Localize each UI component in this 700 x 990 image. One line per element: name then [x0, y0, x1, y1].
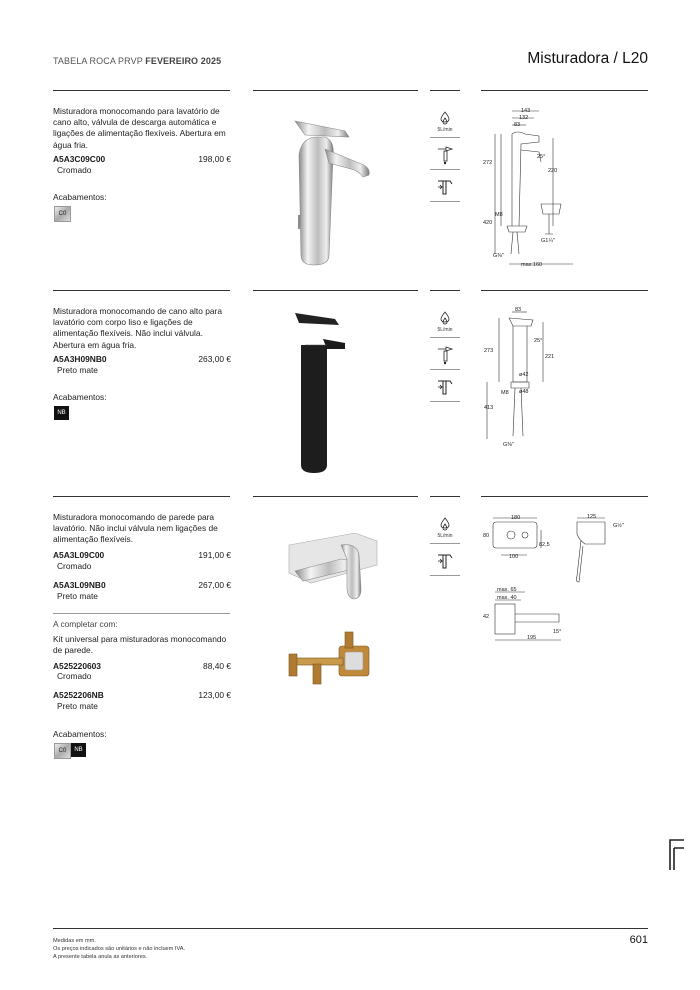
finishes-label: Acabamentos:: [53, 729, 107, 739]
footer-notes: [53, 937, 185, 962]
product-price: 267,00 €: [198, 580, 231, 590]
product-price: 123,00 €: [198, 690, 231, 700]
product-code: A5A3L09NB0: [53, 580, 106, 590]
dim-h2: 42: [483, 614, 490, 620]
finish-swatch-chrome: C0: [54, 206, 71, 222]
dim-h1: 80: [483, 533, 490, 539]
product-code: A5A3H09NB0: [53, 354, 107, 364]
dim-a: 143: [521, 108, 531, 114]
product-3-item-row-2: [53, 580, 231, 590]
section-1-rule-drawing: [481, 90, 648, 91]
product-1-image: [285, 105, 375, 270]
dim-w1: 180: [511, 515, 521, 521]
product-price: 88,40 €: [203, 661, 231, 671]
section-3-rule-icons: [430, 496, 460, 497]
dim-g1: G1¼": [541, 238, 555, 244]
tap-height-icon: [430, 370, 460, 402]
cold-start-icon: [430, 138, 460, 170]
dim-d1: 82,5: [539, 542, 550, 548]
product-3-description: Misturadora monocomando de parede para lavatório. Não inclui válvula nem ligações de alimentação flexíveis.: [53, 512, 218, 545]
product-3-feature-icons: [430, 512, 460, 576]
product-price: 198,00 €: [198, 154, 231, 164]
dim-g: G½": [613, 523, 624, 529]
dim-h2: 220: [548, 168, 558, 174]
section-index-icon: [666, 836, 688, 872]
footer-note-3: A presente tabela anula as anteriores.: [53, 954, 148, 961]
flow-rate-icon: [430, 106, 460, 138]
product-1-description: Misturadora monocomando para lavatório de cano alto, válvula de descarga automática e ligações de alimentação flexíveis. Abertura em água fria.: [53, 106, 226, 150]
product-price: 263,00 €: [198, 354, 231, 364]
dim-h1: 272: [483, 160, 493, 166]
dim-max: max.160: [521, 262, 543, 268]
product-finish: Cromado: [57, 165, 92, 175]
product-2-description: Misturadora monocomando de cano alto para lavatório com corpo liso e ligações de alimentação flexíveis. Não inclui válvula. Abertura em água fria.: [53, 306, 222, 350]
complete-with-label: A completar com:: [53, 619, 118, 629]
flow-rate-icon: [430, 512, 460, 544]
complete-with-divider: [53, 613, 230, 614]
kit-image: [285, 628, 385, 690]
flow-rate-icon: [430, 306, 460, 338]
finish-swatch-chrome: C0: [54, 743, 71, 759]
dim-a: 83: [515, 307, 522, 313]
product-1-item-row: [53, 154, 231, 164]
section-1-rule-image: [253, 90, 418, 91]
section-3-rule-drawing: [481, 496, 648, 497]
dim-angle: 15°: [553, 629, 562, 635]
dim-angle: 25°: [534, 338, 543, 344]
dim-max2: max. 40: [497, 595, 517, 601]
product-code: A5A3C09C00: [53, 154, 106, 164]
section-2-rule-drawing: [481, 290, 648, 291]
tap-height-icon: [430, 544, 460, 576]
flow-rate-label: 5L/min: [437, 126, 453, 133]
dim-b: 132: [519, 115, 529, 121]
flow-rate-label: 5L/min: [437, 326, 453, 333]
footer-note-2: Os preços indicados são unitários e não incluem IVA.: [53, 946, 186, 953]
product-1-technical-drawing: [481, 104, 648, 270]
section-3-rule-image: [253, 496, 418, 497]
kit-item-row-1: [53, 661, 231, 671]
section-3-rule-text: [53, 496, 230, 497]
dim-h3: 413: [484, 405, 494, 411]
kit-description: Kit universal para misturadoras monocomando de parede.: [53, 634, 227, 656]
footer-note-1: Medidas em mm.: [53, 938, 96, 944]
dim-h3: 420: [483, 220, 493, 226]
dim-m: M8: [501, 390, 509, 396]
finishes-label: Acabamentos:: [53, 192, 107, 202]
dim-g2: G⅜": [503, 442, 514, 448]
header-catalog-label: [53, 56, 221, 66]
product-code: A525220603: [53, 661, 101, 671]
product-2-technical-drawing: [481, 304, 648, 450]
dim-h1: 273: [484, 348, 494, 354]
finish-swatch-black: NB: [71, 743, 86, 757]
header-prefix: TABELA ROCA PRVP: [53, 56, 143, 66]
tap-height-icon: [430, 170, 460, 202]
product-finish: Cromado: [57, 561, 92, 571]
dim-c: 83: [514, 122, 521, 128]
page-title: Misturadora / L20: [527, 50, 648, 67]
product-3-image: [285, 525, 385, 610]
section-1-rule-text: [53, 90, 230, 91]
section-2-rule-image: [253, 290, 418, 291]
footer-rule: [53, 928, 648, 929]
product-price: 191,00 €: [198, 550, 231, 560]
kit-item-row-2: [53, 690, 231, 700]
cold-start-icon: [430, 338, 460, 370]
product-finish: Preto mate: [57, 701, 98, 711]
product-3-technical-drawing: [481, 510, 648, 650]
product-2-image: [285, 305, 375, 477]
section-2-rule-icons: [430, 290, 460, 291]
product-3-item-row-1: [53, 550, 231, 560]
dim-w2: 100: [509, 554, 519, 560]
product-code: A5A3L09C00: [53, 550, 105, 560]
dim-m: M8: [495, 212, 503, 218]
section-1-rule-icons: [430, 90, 460, 91]
dim-g2: G⅜": [493, 253, 504, 259]
finishes-label: Acabamentos:: [53, 392, 107, 402]
product-2-item-row: [53, 354, 231, 364]
product-1-feature-icons: [430, 106, 460, 202]
dim-w4: 195: [527, 635, 537, 641]
dim-h2: 221: [545, 354, 555, 360]
product-code: A5252206NB: [53, 690, 104, 700]
dim-max1: max. 65: [497, 587, 517, 593]
product-finish: Preto mate: [57, 365, 98, 375]
dim-angle: 25°: [537, 154, 546, 160]
dim-d2: ø48: [519, 389, 529, 395]
product-2-feature-icons: [430, 306, 460, 402]
finish-swatch-black: NB: [54, 406, 69, 420]
section-2-rule-text: [53, 290, 230, 291]
page-number: 601: [629, 934, 648, 946]
dim-d1: ø42: [519, 372, 529, 378]
product-finish: Preto mate: [57, 591, 98, 601]
header-date: FEVEREIRO 2025: [145, 56, 222, 66]
dim-w3: 125: [587, 514, 597, 520]
product-finish: Cromado: [57, 671, 92, 681]
flow-rate-label: 5L/min: [437, 532, 453, 539]
